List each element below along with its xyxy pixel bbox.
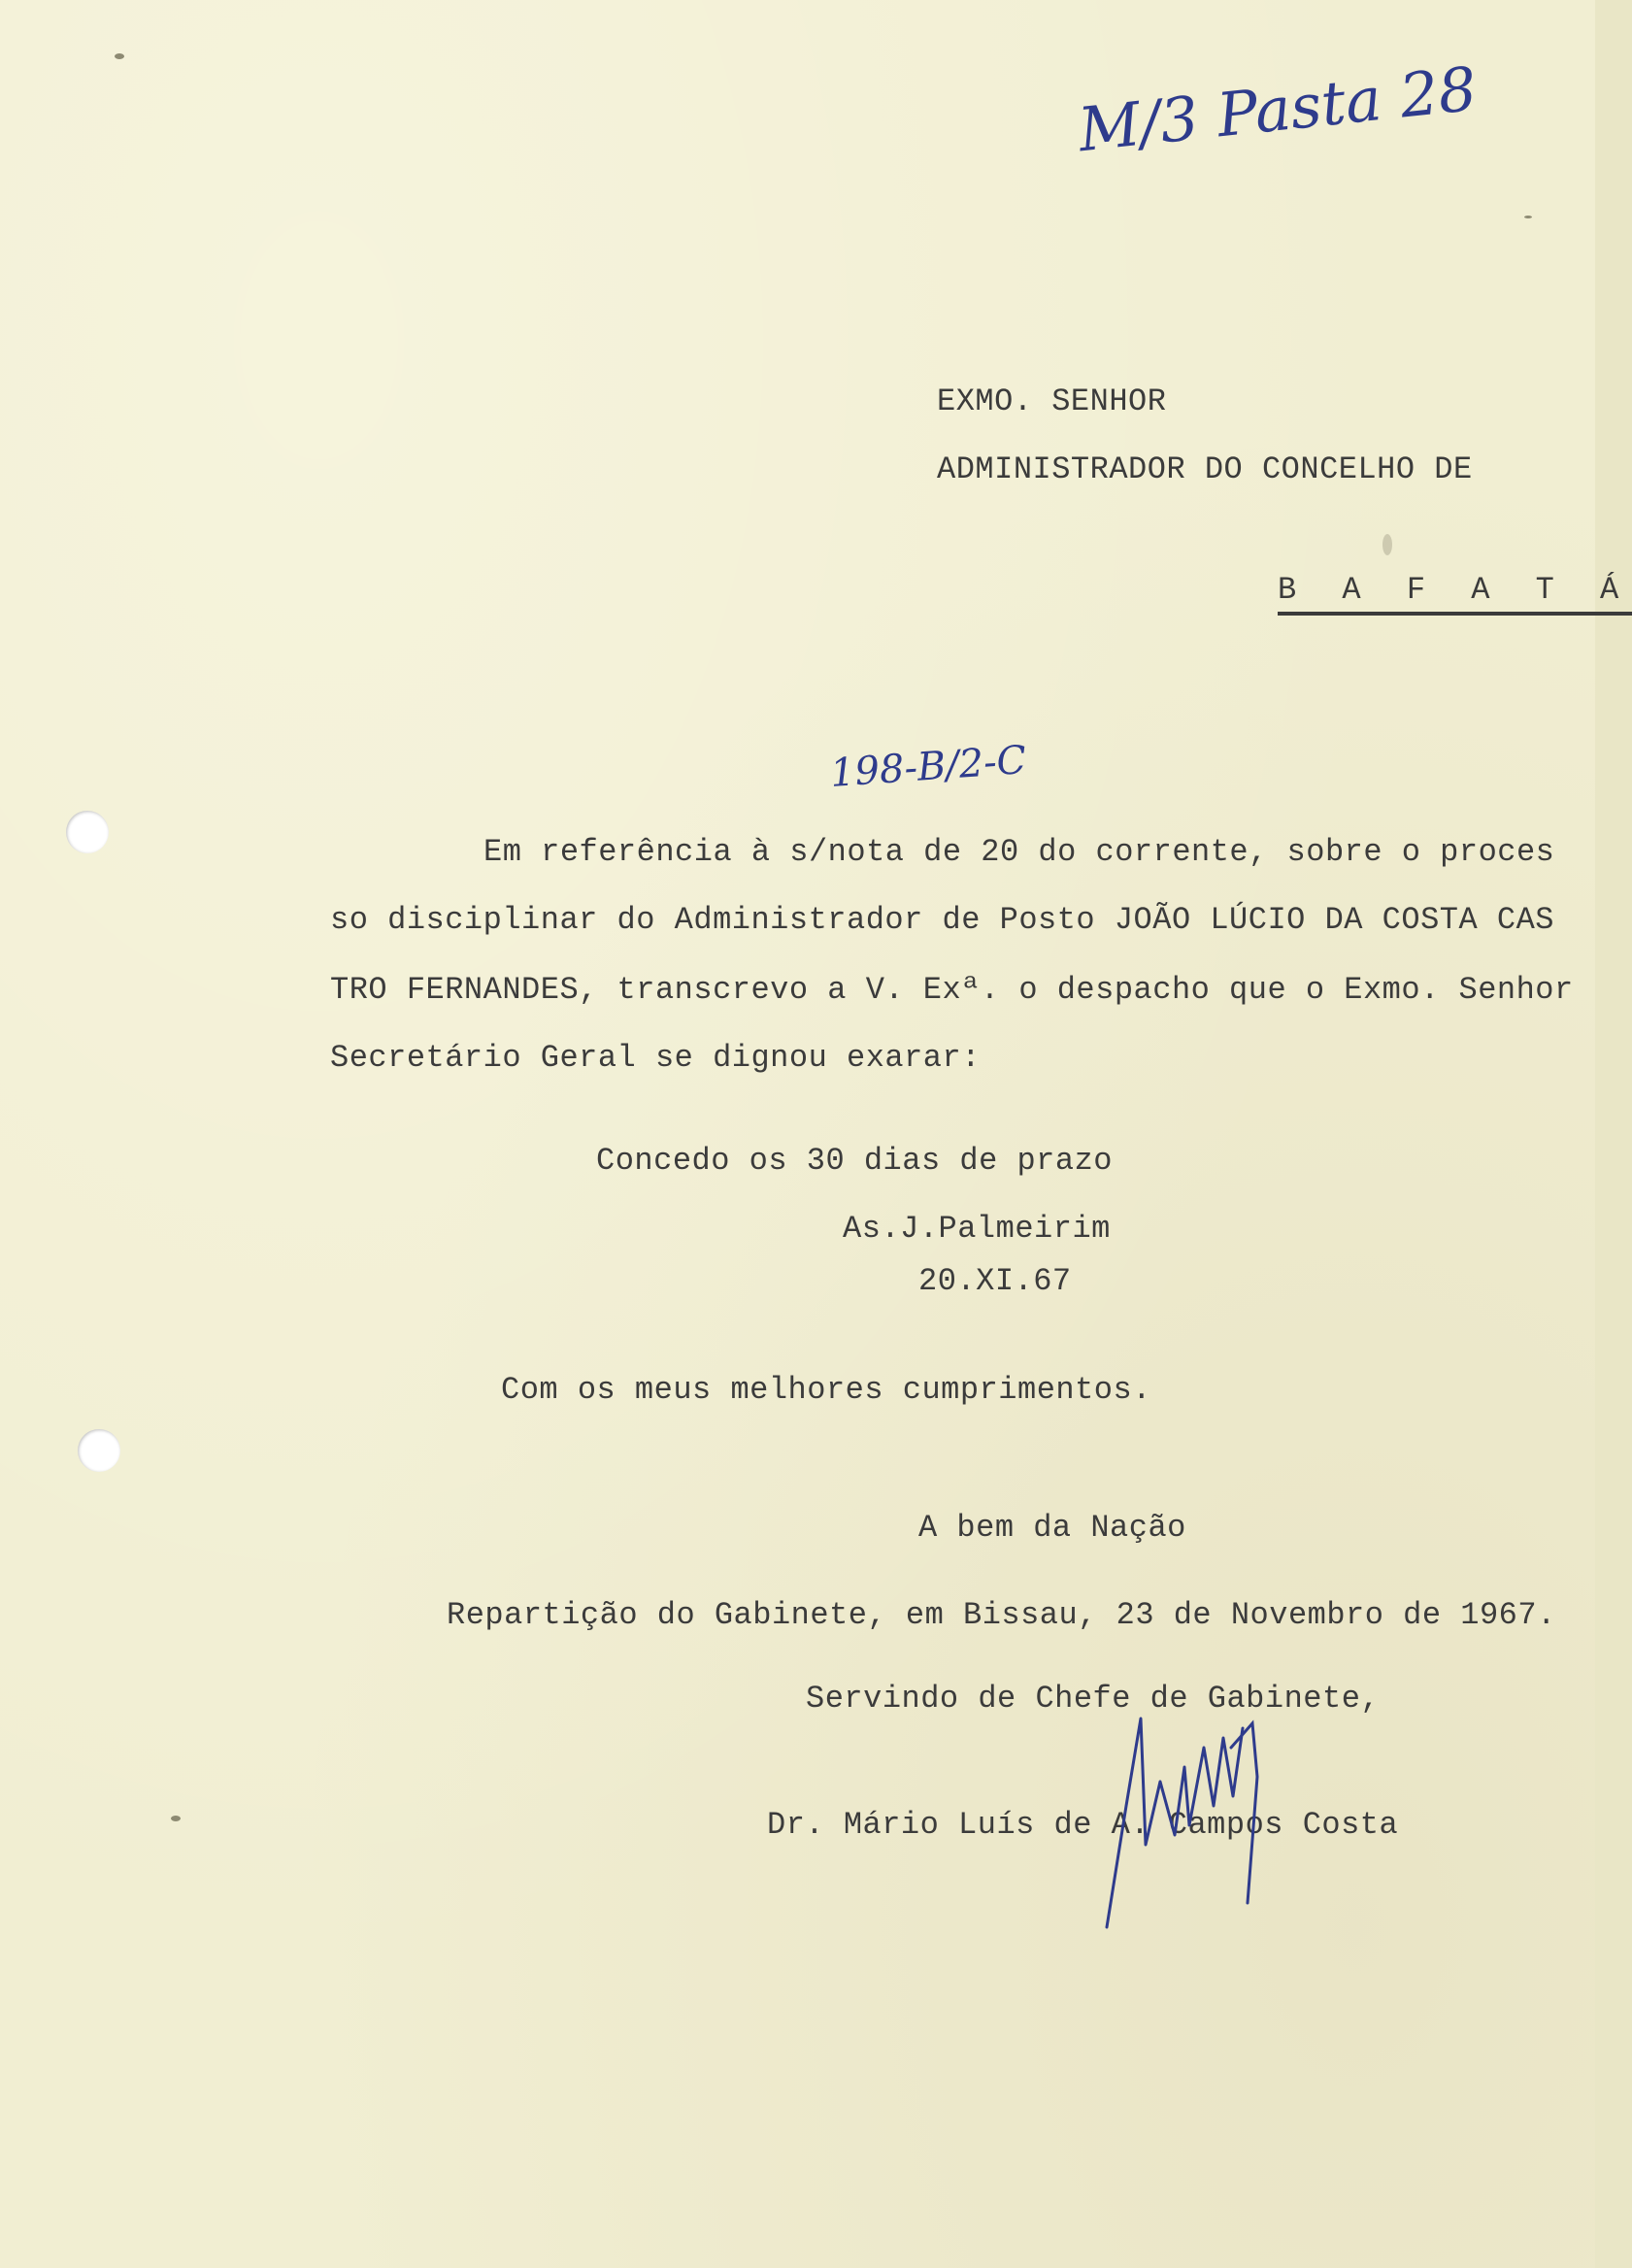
handwritten-reference-number: 198-B/2-C xyxy=(828,737,1028,797)
paper-speck xyxy=(1382,534,1392,555)
signatory-name: Dr. Mário Luís de A. Campos Costa xyxy=(767,1807,1399,1843)
dispatch-signature: As.J.Palmeirim xyxy=(843,1211,1111,1247)
paper-speck xyxy=(1524,216,1532,218)
closing-greeting: Com os meus melhores cumprimentos. xyxy=(501,1372,1151,1408)
body-paragraph-line-4: Secretário Geral se dignou exarar: xyxy=(330,1040,981,1076)
paper-speck xyxy=(115,53,124,59)
handwritten-signature xyxy=(1087,1689,1311,1942)
address-place: B A F A T Á xyxy=(1278,575,1632,616)
motto: A bem da Nação xyxy=(918,1510,1186,1546)
address-recipient: ADMINISTRADOR DO CONCELHO DE xyxy=(937,451,1473,487)
body-paragraph-line-1: Em referência à s/nota de 20 do corrente, sobre o proces xyxy=(483,834,1555,870)
punch-hole-bottom xyxy=(78,1429,120,1472)
place-and-date: Repartição do Gabinete, em Bissau, 23 de Novembro de 1967. xyxy=(447,1597,1556,1633)
paper-speck xyxy=(171,1816,181,1821)
signatory-role: Servindo de Chefe de Gabinete, xyxy=(806,1681,1381,1717)
punch-hole-top xyxy=(66,811,109,853)
handwritten-top-annotation: M/3 Pasta 28 xyxy=(1075,52,1481,166)
body-paragraph-line-3: TRO FERNANDES, transcrevo a V. Exª. o despacho que o Exmo. Senhor xyxy=(330,972,1574,1008)
body-paragraph-line-2: so disciplinar do Administrador de Posto JOÃO LÚCIO DA COSTA CAS xyxy=(330,902,1554,938)
dispatch-date: 20.XI.67 xyxy=(918,1263,1072,1299)
dispatch-text: Concedo os 30 dias de prazo xyxy=(596,1143,1113,1179)
address-salutation: EXMO. SENHOR xyxy=(937,384,1167,419)
